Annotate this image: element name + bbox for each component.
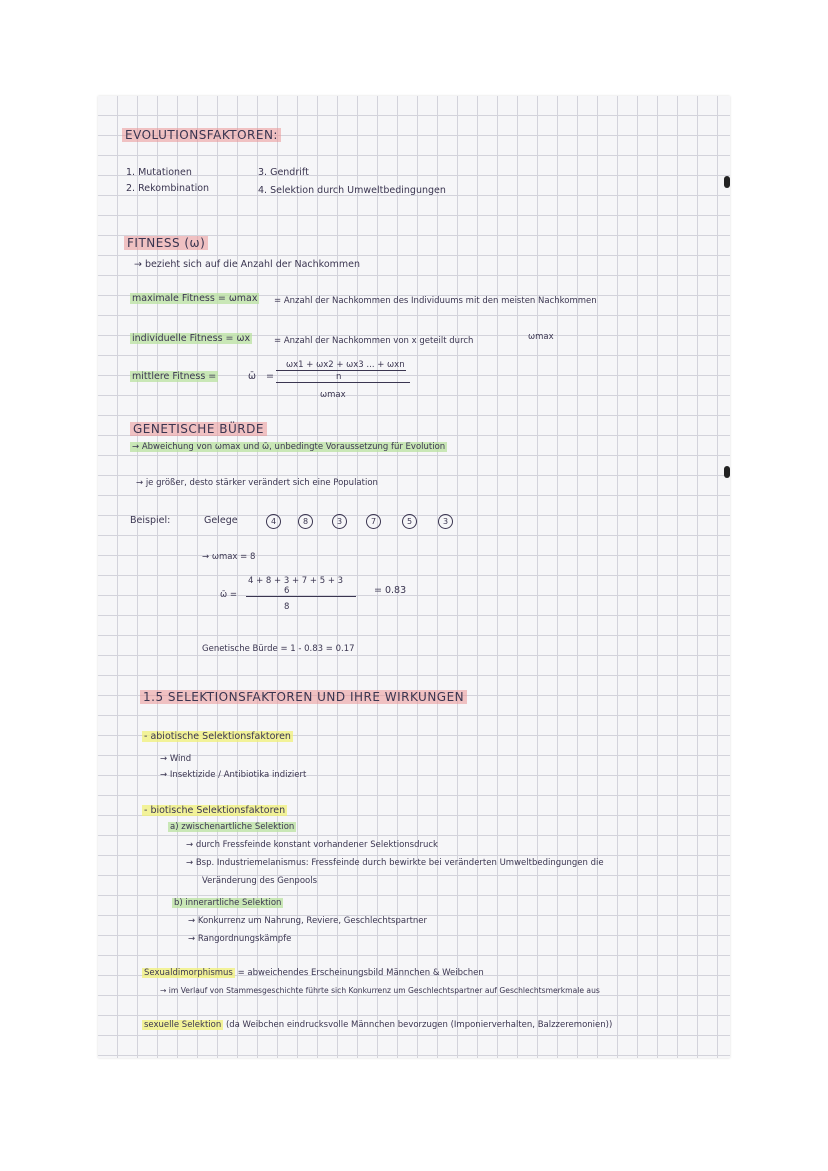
genetic-load-result: Genetische Bürde = 1 - 0.83 = 0.17 — [202, 644, 355, 654]
mean-fitness-equals: = — [266, 371, 274, 382]
example-mean-numerator: 4 + 8 + 3 + 7 + 5 + 3 — [248, 576, 344, 586]
factor-4: 4. Selektion durch Umweltbedingungen — [258, 185, 446, 196]
binder-hole-bottom — [724, 466, 730, 478]
mean-fitness-numerator: ωx1 + ωx2 + ωx3 ... + ωxn — [286, 360, 405, 370]
abiotic-title-text: - abiotische Selektionsfaktoren — [144, 731, 291, 742]
fitness-heading — [124, 236, 208, 250]
fitness-note: → bezieht sich auf die Anzahl der Nachkommen — [134, 259, 361, 270]
example-mean-result: = 0.83 — [374, 585, 407, 596]
binder-hole-top — [724, 176, 730, 188]
genetic-load-line-2: → je größer, desto stärker verändert sich eine Population — [136, 478, 378, 488]
intraspecific-item-1: → Konkurrenz um Nahrung, Reviere, Geschlechtspartner — [188, 916, 428, 926]
interspecific-title-text: a) zwischenartliche Selektion — [170, 822, 295, 832]
individual-fitness-label-text: individuelle Fitness = ωx — [132, 333, 251, 344]
biotic-title-text: - biotische Selektionsfaktoren — [144, 805, 286, 816]
example-mean-fraction-bar — [246, 596, 356, 597]
interspecific-title — [168, 820, 296, 834]
genetic-load-heading — [130, 422, 267, 436]
max-fitness-label-text: maximale Fitness = ωmax — [132, 293, 258, 304]
interspecific-item-3: Veränderung des Genpools — [202, 876, 318, 886]
interspecific-item-2: → Bsp. Industriemelanismus: Fressfeinde durch bewirkte bei veränderten Umweltbedingungen die — [186, 858, 604, 868]
example-mean-denominator: 8 — [284, 602, 290, 612]
example-mean-n: 6 — [284, 586, 290, 596]
factor-3: 3. Gendrift — [258, 167, 309, 178]
clutch-value-1: 4 — [266, 514, 281, 529]
notebook-page — [98, 96, 730, 1058]
individual-fitness-definition: = Anzahl der Nachkommen von x geteilt durch — [274, 336, 474, 346]
abiotic-item-1: → Wind — [160, 754, 192, 764]
intraspecific-title-text: b) innerartliche Selektion — [174, 898, 282, 908]
max-fitness-label — [130, 292, 259, 306]
selection-heading — [140, 690, 467, 704]
mean-fitness-n: n — [336, 372, 342, 382]
biotic-title — [142, 804, 287, 818]
genetic-load-line-1-text: → Abweichung von ωmax und ω̄, unbedingte Voraussetzung für Evolution — [132, 442, 446, 452]
individual-fitness-label — [130, 332, 252, 346]
fitness-heading-text: FITNESS (ω) — [124, 236, 208, 250]
clutch-value-5: 5 — [402, 514, 417, 529]
dimorphism-definition: = abweichendes Erscheinungsbild Männchen & Weibchen — [237, 968, 484, 978]
dimorphism-sub: → im Verlauf von Stammesgeschichte führte sich Konkurrenz um Geschlechtspartner auf Geschlechtsmerkmale aus — [160, 986, 600, 995]
clutch-value-6: 3 — [438, 514, 453, 529]
factor-2: 2. Rekombination — [126, 183, 210, 194]
example-label: Beispiel: — [130, 515, 171, 526]
clutch-value-2: 8 — [298, 514, 313, 529]
dimorphism-term: Sexualdimorphismus — [144, 968, 233, 978]
clutch-value-4: 7 — [366, 514, 381, 529]
individual-fitness-divisor: ωmax — [528, 332, 554, 342]
page-title-text: EVOLUTIONSFAKTOREN: — [122, 128, 281, 142]
example-mean-lhs: ω̄ = — [220, 590, 237, 600]
max-fitness-definition: = Anzahl der Nachkommen des Individuums mit den meisten Nachkommen — [274, 296, 597, 306]
intraspecific-item-2: → Rangordnungskämpfe — [188, 934, 292, 944]
example-clutch-label: Gelege — [204, 515, 238, 526]
interspecific-item-1: → durch Fressfeinde konstant vorhandener Selektionsdruck — [186, 840, 438, 850]
sexual-selection-term: sexuelle Selektion — [144, 1020, 222, 1030]
sexual-selection-line — [142, 1018, 612, 1032]
mean-fitness-denominator: ωmax — [320, 390, 346, 400]
intraspecific-title — [172, 896, 283, 910]
factor-1: 1. Mutationen — [126, 167, 192, 178]
abiotic-item-2: → Insektizide / Antibiotika indiziert — [160, 770, 307, 780]
example-wmax: → ωmax = 8 — [202, 552, 256, 562]
selection-heading-text: 1.5 SELEKTIONSFAKTOREN UND IHRE WIRKUNGEN — [140, 690, 467, 704]
genetic-load-line-1 — [130, 440, 447, 454]
dimorphism-line — [142, 966, 484, 980]
mean-fitness-label-text: mittlere Fitness = — [132, 371, 217, 382]
clutch-value-3: 3 — [332, 514, 347, 529]
genetic-load-heading-text: GENETISCHE BÜRDE — [130, 422, 267, 436]
abiotic-title — [142, 730, 293, 744]
page-title — [122, 128, 281, 142]
mean-fitness-symbol: ω̄ — [248, 371, 256, 382]
mean-fitness-label — [130, 370, 218, 384]
mean-fitness-fraction-bar — [276, 382, 410, 383]
sexual-selection-definition: (da Weibchen eindrucksvolle Männchen bevorzugen (Imponierverhalten, Balzzeremonien)) — [225, 1020, 613, 1030]
